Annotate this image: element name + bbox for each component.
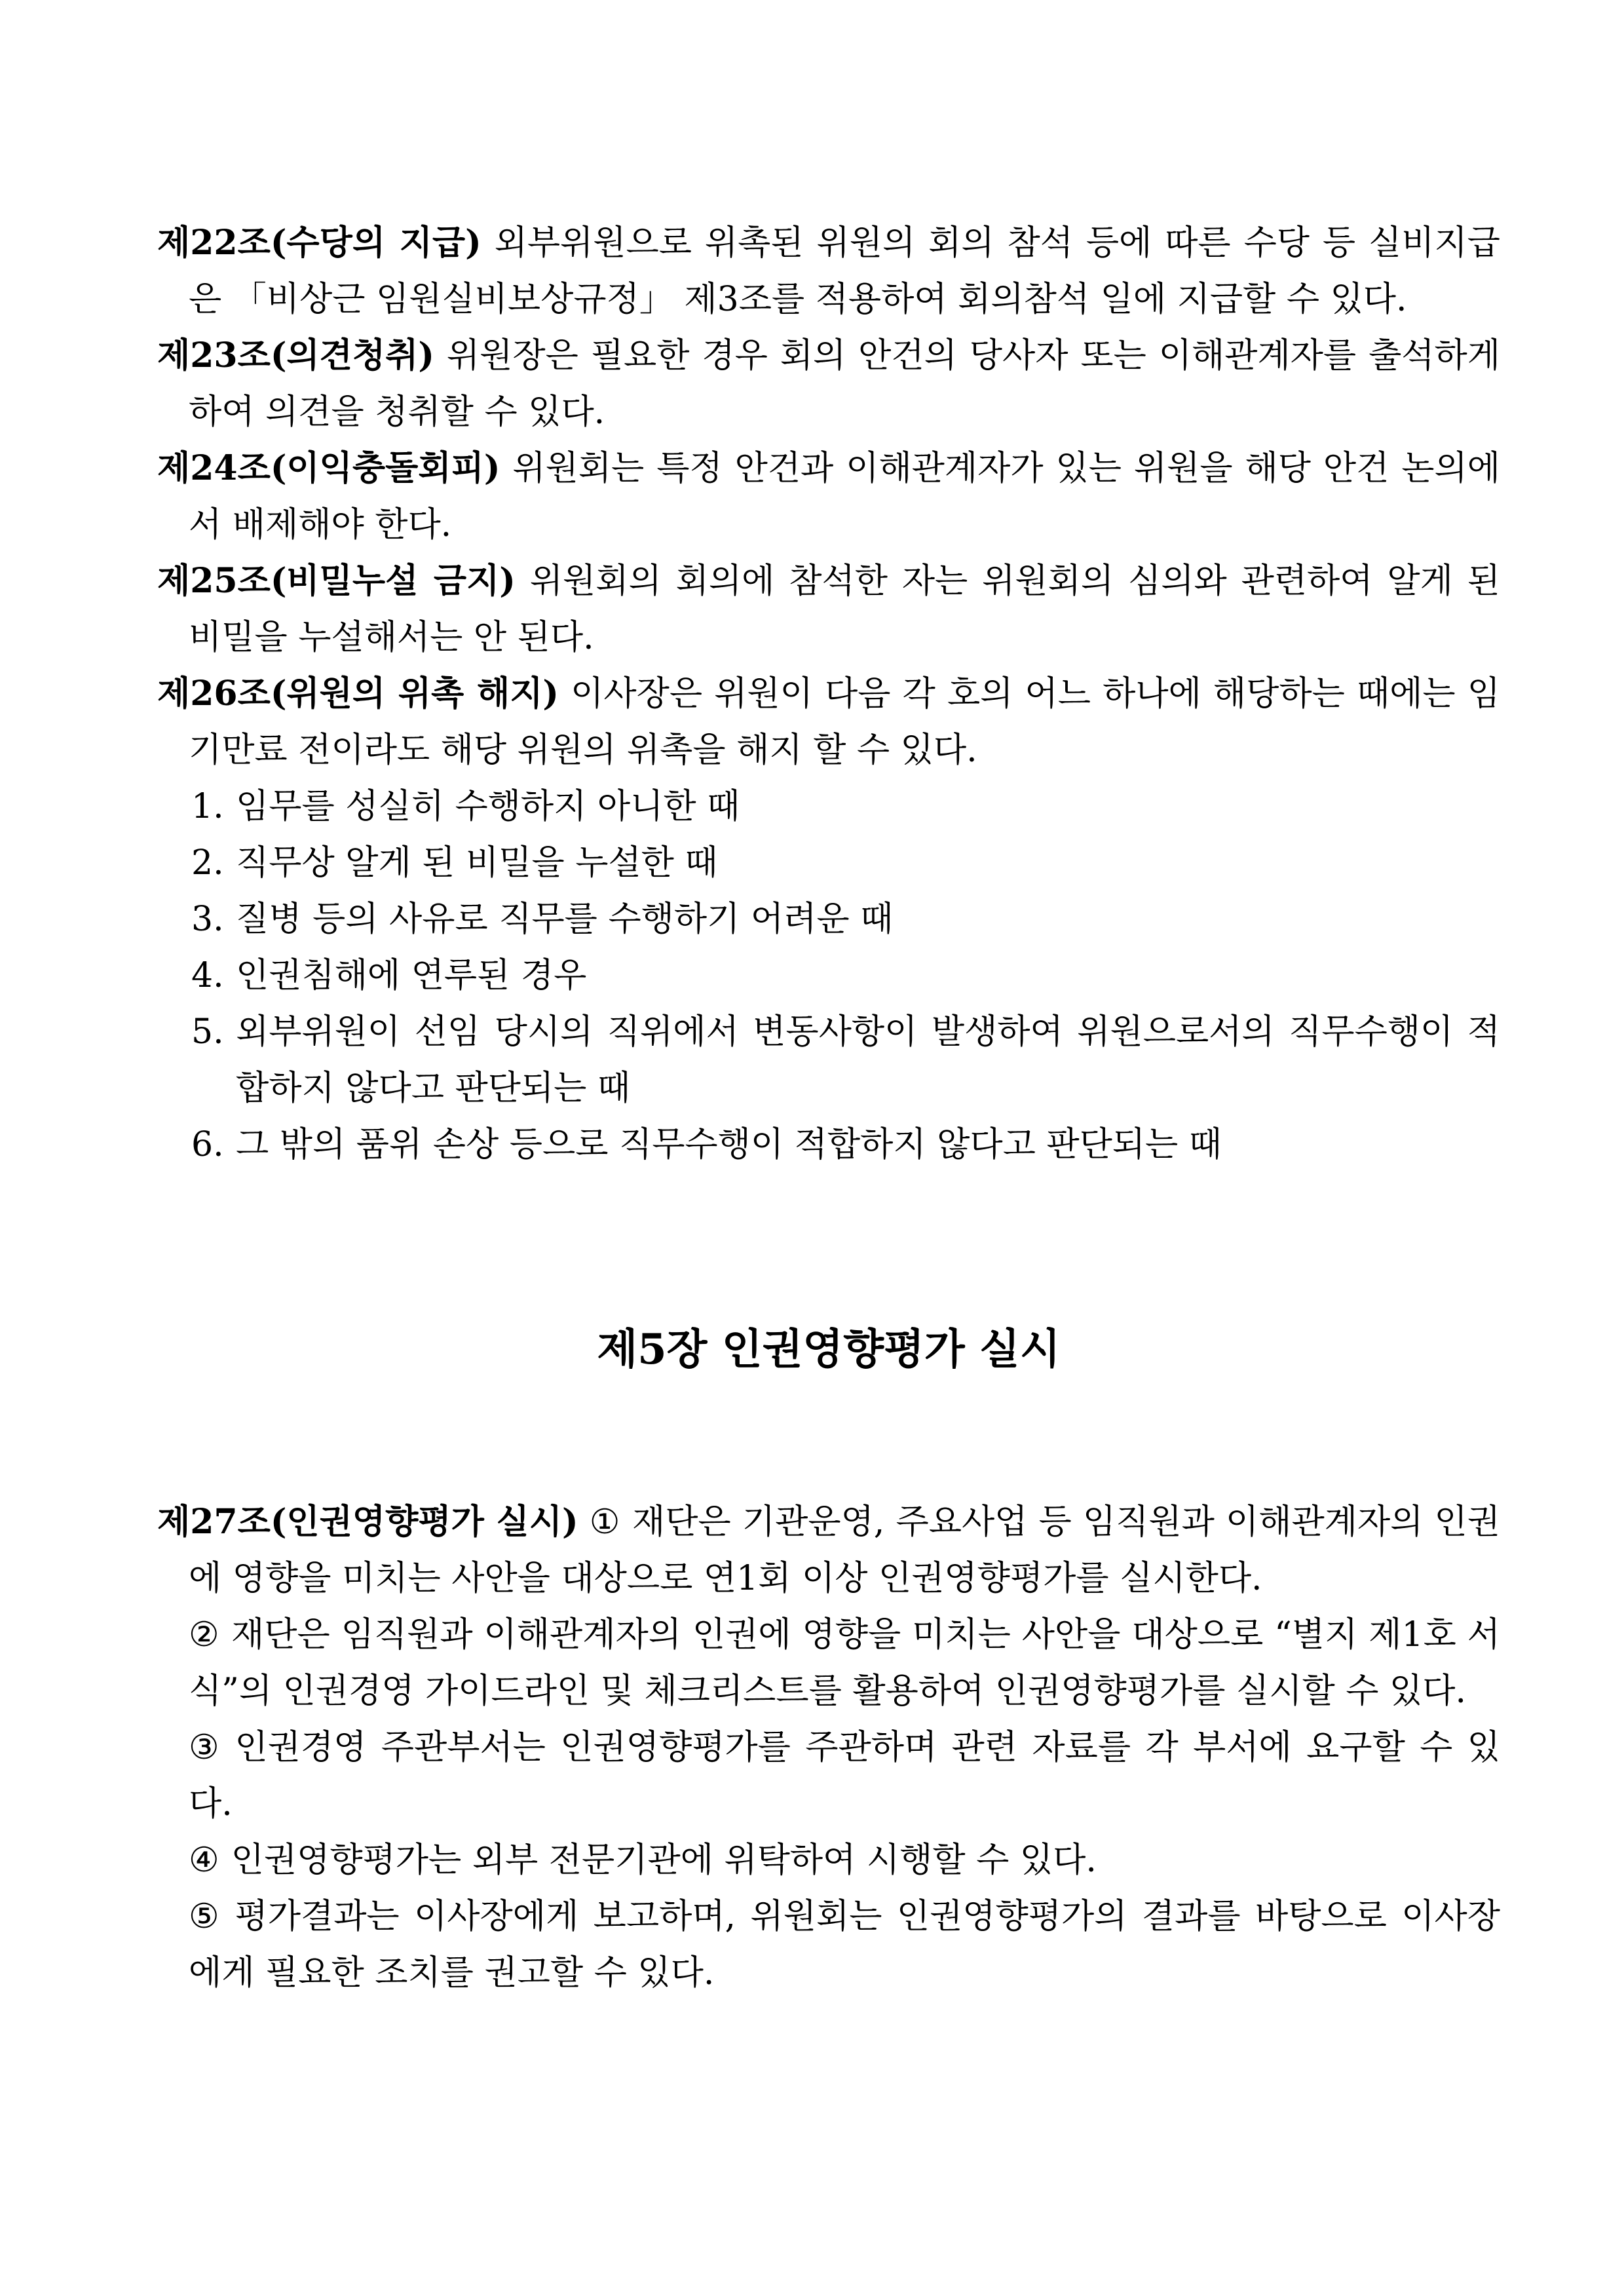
article-27-paragraph-3 (157, 1719, 1500, 1832)
article-26 (157, 666, 1500, 778)
item-text: 질병 등의 사유로 직무를 수행하기 어려운 때 (236, 900, 894, 939)
article-27-paragraph-2 (157, 1607, 1500, 1719)
item-number: 1. (191, 787, 224, 826)
article-22 (157, 215, 1500, 328)
article-text: 이사장은 위원이 다음 각 호의 어느 하나에 해당하는 때에는 임기만료 전이라도 해당 위원의 위촉을 해지 할 수 있다. (189, 674, 1500, 770)
article-27-paragraph-4 (157, 1832, 1500, 1888)
article-heading: 제27조(인권영향평가 실시) (157, 1502, 578, 1542)
list-item (157, 1117, 1500, 1173)
item-number: 2. (191, 843, 224, 883)
article-text: 위원장은 필요한 경우 회의 안건의 당사자 또는 이해관계자를 출석하게 하여 의견을 청취할 수 있다. (189, 336, 1500, 432)
article-26-item-list (157, 778, 1500, 1173)
paragraph-text: 재단은 임직원과 이해관계자의 인권에 영향을 미치는 사안을 대상으로 “별지 제1호 서식”의 인권경영 가이드라인 및 체크리스트를 활용하여 인권영향평가를 실시할 수 있다. (189, 1615, 1500, 1711)
document-body (157, 215, 1500, 2001)
article-27-paragraph-5 (157, 1888, 1500, 2001)
article-text: 외부위원으로 위촉된 위원의 회의 참석 등에 따른 수당 등 실비지급은 「비상근 임원실비보상규정」 제3조를 적용하여 회의참석 일에 지급할 수 있다. (189, 223, 1500, 319)
paragraph-mark: ⑤ (189, 1897, 223, 1936)
article-heading: 제22조(수당의 지급) (157, 223, 482, 263)
article-text: 위원회의 회의에 참석한 자는 위원회의 심의와 관련하여 알게 된 비밀을 누설해서는 안 된다. (189, 562, 1501, 657)
paragraph-mark: ③ (189, 1728, 223, 1767)
article-27 (157, 1494, 1500, 1607)
paragraph-text: 인권영향평가는 외부 전문기관에 위탁하여 시행할 수 있다. (231, 1841, 1097, 1880)
item-text: 임무를 성실히 수행하지 아니한 때 (236, 787, 740, 826)
paragraph-mark: ① (589, 1502, 621, 1542)
item-number: 3. (191, 900, 224, 939)
paragraph-mark: ② (189, 1615, 220, 1655)
item-text: 그 밖의 품위 손상 등으로 직무수행이 적합하지 않다고 판단되는 때 (236, 1125, 1222, 1164)
list-item (157, 778, 1500, 835)
list-item (157, 891, 1500, 947)
article-heading: 제24조(이익충돌회피) (157, 448, 500, 488)
list-item (157, 1004, 1500, 1117)
item-text: 인권침해에 연루된 경우 (236, 956, 587, 995)
item-text: 외부위원이 선임 당시의 직위에서 변동사항이 발생하여 위원으로서의 직무수행이 적합하지 않다고 판단되는 때 (236, 1012, 1500, 1108)
paragraph-mark: ④ (189, 1841, 219, 1880)
article-heading: 제23조(의견청취) (157, 335, 434, 375)
article-heading: 제25조(비밀누설 금지) (157, 561, 516, 601)
paragraph-text: 평가결과는 이사장에게 보고하며, 위원회는 인권영향평가의 결과를 바탕으로 이사장에게 필요한 조치를 권고할 수 있다. (189, 1897, 1500, 1993)
item-number: 5. (191, 1012, 224, 1052)
paragraph-text: 인권경영 주관부서는 인권영향평가를 주관하며 관련 자료를 각 부서에 요구할 수 있다. (189, 1728, 1500, 1824)
item-number: 6. (191, 1125, 224, 1164)
list-item (157, 835, 1500, 891)
article-24 (157, 440, 1500, 553)
list-item (157, 947, 1500, 1004)
item-text: 직무상 알게 된 비밀을 누설한 때 (236, 843, 718, 883)
article-25 (157, 553, 1500, 666)
item-number: 4. (191, 956, 224, 995)
article-23 (157, 328, 1500, 440)
article-text: 위원회는 특정 안건과 이해관계자가 있는 위원을 해당 안건 논의에서 배제해야 한다. (189, 449, 1500, 545)
article-heading: 제26조(위원의 위촉 해지) (157, 674, 559, 714)
paragraph-text: 재단은 기관운영, 주요사업 등 임직원과 이해관계자의 인권에 영향을 미치는 사안을 대상으로 연1회 이상 인권영향평가를 실시한다. (189, 1502, 1501, 1598)
chapter-title: 제5장 인권영향평가 실시 (597, 1325, 1061, 1374)
